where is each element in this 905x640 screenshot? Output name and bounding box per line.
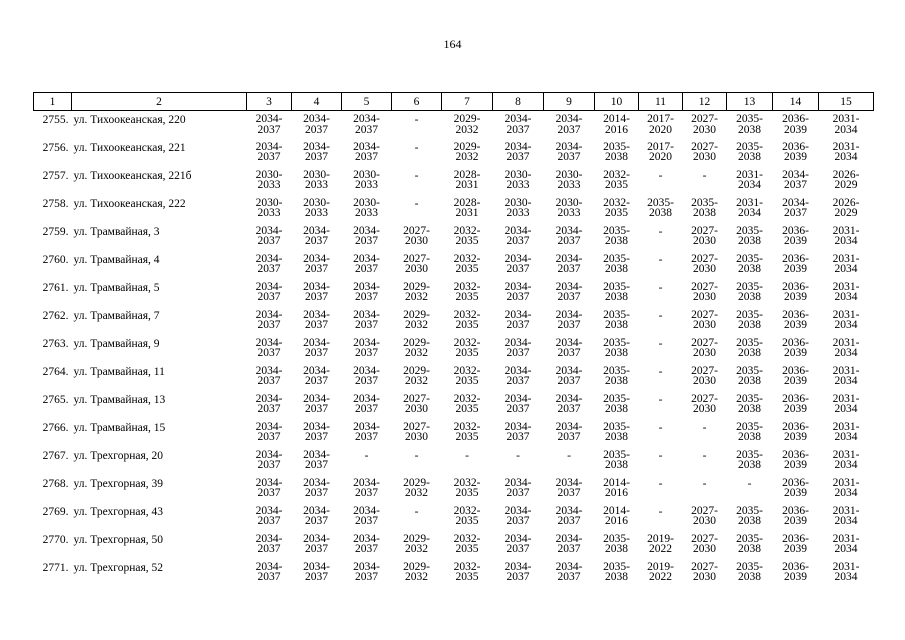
- table-row: [34, 335, 874, 363]
- period-cell: 2031- 2034: [736, 196, 763, 219]
- period-cell: 2034- 2037: [555, 224, 583, 247]
- period-cell: 2014- 2016: [603, 476, 630, 499]
- header-cell-1: 1: [34, 93, 72, 111]
- period-cell: 2034- 2037: [255, 476, 283, 499]
- period-cell: 2034- 2037: [255, 140, 283, 163]
- period-cell: 2034- 2037: [303, 308, 330, 331]
- period-cell: 2027- 2030: [691, 252, 718, 275]
- period-cell: 2035- 2038: [603, 448, 630, 471]
- period-cell: 2031- 2034: [832, 336, 860, 359]
- period-cell: 2034- 2037: [303, 113, 330, 136]
- row-address: ул. Трехгорная, 20: [73, 449, 164, 462]
- table-row: [34, 223, 874, 251]
- table-row: [34, 363, 874, 391]
- row-number: 2755.: [42, 114, 69, 126]
- period-cell: 2031- 2034: [832, 448, 860, 471]
- period-cell: 2032- 2035: [453, 280, 481, 303]
- period-cell: 2034- 2037: [303, 280, 330, 303]
- period-cell: 2034- 2037: [555, 560, 583, 583]
- row-address: ул. Трамвайная, 7: [73, 309, 160, 322]
- row-number: 2762.: [42, 309, 69, 322]
- period-cell: 2035- 2038: [603, 532, 630, 555]
- period-cell: -: [414, 505, 419, 518]
- header-cell-2: 2: [72, 93, 247, 111]
- table-row: [34, 307, 874, 335]
- period-cell: 2034- 2037: [555, 364, 583, 387]
- period-cell: -: [516, 449, 520, 462]
- period-cell: 2029- 2032: [403, 308, 430, 331]
- period-cell: 2035- 2038: [603, 280, 630, 303]
- period-cell: 2036- 2039: [782, 476, 809, 499]
- period-cell: 2035- 2038: [603, 224, 630, 247]
- header-cell-7: 7: [442, 93, 493, 111]
- period-cell: 2034- 2037: [555, 392, 583, 415]
- period-cell: 2034- 2037: [555, 504, 583, 527]
- table-row: [34, 503, 874, 531]
- period-cell: 2034- 2037: [255, 224, 283, 247]
- header-row: [34, 93, 874, 111]
- period-cell: 2036- 2039: [782, 448, 809, 471]
- period-cell: -: [658, 421, 663, 434]
- period-cell: 2030- 2033: [353, 196, 380, 219]
- period-cell: 2032- 2035: [453, 476, 481, 499]
- period-cell: 2027- 2030: [691, 392, 718, 415]
- period-cell: 2035- 2038: [603, 336, 630, 359]
- period-cell: 2036- 2039: [782, 532, 809, 555]
- period-cell: 2027- 2030: [403, 392, 430, 415]
- row-address: ул. Трехгорная, 52: [73, 561, 164, 574]
- period-cell: 2032- 2035: [453, 420, 481, 443]
- period-cell: 2034- 2037: [353, 224, 380, 247]
- period-cell: 2034- 2037: [255, 336, 283, 359]
- period-cell: 2019- 2022: [647, 560, 674, 583]
- period-cell: 2034- 2037: [303, 448, 330, 471]
- period-cell: 2029- 2032: [403, 336, 430, 359]
- period-cell: 2034- 2037: [555, 420, 583, 443]
- period-cell: 2036- 2039: [782, 420, 809, 443]
- period-cell: -: [414, 141, 419, 154]
- period-cell: 2030- 2033: [353, 168, 380, 191]
- header-cell-9: 9: [544, 93, 595, 111]
- period-cell: 2028- 2031: [453, 168, 481, 191]
- period-cell: 2036- 2039: [782, 560, 809, 583]
- period-cell: 2029- 2032: [403, 476, 430, 499]
- period-cell: 2027- 2030: [691, 336, 718, 359]
- period-cell: 2031- 2034: [832, 420, 860, 443]
- period-cell: 2034- 2037: [303, 252, 330, 275]
- period-cell: 2032- 2035: [453, 392, 481, 415]
- table-row: [34, 279, 874, 307]
- period-cell: 2035- 2038: [736, 113, 763, 136]
- row-address: ул. Трамвайная, 9: [73, 337, 160, 350]
- period-cell: 2035- 2038: [603, 560, 630, 583]
- row-address: ул. Трамвайная, 4: [73, 253, 160, 266]
- page-number: 164: [443, 37, 462, 51]
- table-row: [34, 531, 874, 559]
- period-cell: 2034- 2037: [255, 308, 283, 331]
- period-cell: 2027- 2030: [403, 420, 430, 443]
- period-cell: 2034- 2037: [353, 476, 380, 499]
- period-cell: 2035- 2038: [736, 280, 763, 303]
- row-address: ул. Тихоокеанская, 222: [73, 197, 186, 210]
- period-cell: 2026- 2029: [832, 168, 860, 191]
- period-cell: 2027- 2030: [691, 532, 718, 555]
- period-cell: -: [414, 114, 419, 126]
- period-cell: 2034- 2037: [504, 113, 532, 136]
- period-cell: 2031- 2034: [832, 392, 860, 415]
- period-cell: 2035- 2038: [603, 392, 630, 415]
- period-cell: 2034- 2037: [555, 308, 583, 331]
- period-cell: 2027- 2030: [403, 252, 430, 275]
- period-cell: 2027- 2030: [691, 364, 718, 387]
- period-cell: 2031- 2034: [832, 476, 860, 499]
- period-cell: -: [658, 169, 663, 182]
- period-cell: 2030- 2033: [303, 196, 330, 219]
- row-number: 2757.: [42, 169, 69, 182]
- period-cell: 2034- 2037: [353, 420, 380, 443]
- row-number: 2767.: [42, 449, 69, 462]
- period-cell: 2034- 2037: [504, 504, 532, 527]
- period-cell: 2027- 2030: [691, 308, 718, 331]
- header-cell-8: 8: [493, 93, 544, 111]
- period-cell: 2028- 2031: [453, 196, 481, 219]
- table-row: [34, 447, 874, 475]
- period-cell: 2029- 2032: [453, 140, 481, 163]
- row-address: ул. Трамвайная, 3: [73, 225, 160, 238]
- table-row: [34, 391, 874, 419]
- table-row: [34, 139, 874, 167]
- period-cell: 2031- 2034: [832, 113, 860, 136]
- period-cell: -: [658, 449, 663, 462]
- period-cell: 2031- 2034: [832, 532, 860, 555]
- header-cell-14: 14: [773, 93, 819, 111]
- period-cell: 2035- 2038: [736, 532, 763, 555]
- table-row: [34, 195, 874, 223]
- period-cell: 2034- 2037: [353, 252, 380, 275]
- period-cell: 2034- 2037: [353, 504, 380, 527]
- period-cell: 2034- 2037: [255, 504, 283, 527]
- period-cell: 2029- 2032: [403, 280, 430, 303]
- header-cell-6: 6: [392, 93, 442, 111]
- period-cell: -: [658, 477, 663, 490]
- period-cell: 2034- 2037: [504, 308, 532, 331]
- period-cell: 2034- 2037: [303, 504, 330, 527]
- period-cell: 2036- 2039: [782, 224, 809, 247]
- period-cell: 2034- 2037: [504, 560, 532, 583]
- period-cell: 2031- 2034: [832, 140, 860, 163]
- period-cell: 2032- 2035: [453, 560, 481, 583]
- period-cell: 2034- 2037: [504, 364, 532, 387]
- period-cell: 2034- 2037: [353, 560, 380, 583]
- period-cell: 2035- 2038: [736, 420, 763, 443]
- period-cell: 2036- 2039: [782, 364, 809, 387]
- row-number: 2766.: [42, 421, 69, 434]
- period-cell: 2031- 2034: [736, 168, 763, 191]
- period-cell: -: [658, 505, 663, 518]
- period-cell: 2036- 2039: [782, 140, 809, 163]
- period-cell: 2035- 2038: [603, 252, 630, 275]
- period-cell: 2036- 2039: [782, 113, 809, 136]
- period-cell: 2017- 2020: [647, 140, 674, 163]
- row-address: ул. Трамвайная, 5: [73, 281, 160, 294]
- period-cell: -: [658, 365, 663, 378]
- period-cell: 2034- 2037: [255, 113, 283, 136]
- period-cell: -: [702, 449, 707, 462]
- period-cell: -: [364, 449, 369, 462]
- period-cell: 2035- 2038: [736, 336, 763, 359]
- period-cell: 2034- 2037: [255, 532, 283, 555]
- period-cell: -: [658, 281, 663, 294]
- row-number: 2760.: [42, 253, 69, 266]
- row-number: 2769.: [42, 505, 69, 518]
- period-cell: 2034- 2037: [504, 280, 532, 303]
- period-cell: 2027- 2030: [691, 280, 718, 303]
- period-cell: 2035- 2038: [603, 140, 630, 163]
- period-cell: 2036- 2039: [782, 280, 809, 303]
- period-cell: 2035- 2038: [603, 420, 630, 443]
- period-cell: 2031- 2034: [832, 280, 860, 303]
- period-cell: 2034- 2037: [303, 560, 330, 583]
- period-cell: 2035- 2038: [603, 364, 630, 387]
- row-address: ул. Трехгорная, 43: [73, 505, 164, 518]
- period-cell: 2027- 2030: [403, 224, 430, 247]
- period-cell: 2027- 2030: [691, 504, 718, 527]
- period-cell: 2034- 2037: [782, 196, 809, 219]
- schedule-table: [33, 92, 874, 587]
- period-cell: 2036- 2039: [782, 252, 809, 275]
- period-cell: 2032- 2035: [453, 336, 481, 359]
- period-cell: 2030- 2033: [555, 196, 583, 219]
- period-cell: 2035- 2038: [736, 252, 763, 275]
- period-cell: 2034- 2037: [504, 476, 532, 499]
- period-cell: 2034- 2037: [303, 224, 330, 247]
- period-cell: 2034- 2037: [255, 364, 283, 387]
- period-cell: 2019- 2022: [647, 532, 674, 555]
- period-cell: 2035- 2038: [603, 308, 630, 331]
- period-cell: 2035- 2038: [736, 392, 763, 415]
- row-address: ул. Тихоокеанская, 220: [73, 114, 186, 126]
- period-cell: 2027- 2030: [691, 560, 718, 583]
- period-cell: 2034- 2037: [303, 364, 330, 387]
- period-cell: 2031- 2034: [832, 252, 860, 275]
- period-cell: 2031- 2034: [832, 560, 860, 583]
- table-header: [34, 93, 874, 111]
- header-cell-4: 4: [292, 93, 342, 111]
- period-cell: -: [414, 197, 419, 210]
- period-cell: 2034- 2037: [555, 252, 583, 275]
- header-cell-15: 15: [819, 93, 874, 111]
- period-cell: 2034- 2037: [255, 560, 283, 583]
- period-cell: 2027- 2030: [691, 113, 718, 136]
- period-cell: 2034- 2037: [255, 420, 283, 443]
- period-cell: 2034- 2037: [353, 532, 380, 555]
- period-cell: 2034- 2037: [303, 336, 330, 359]
- period-cell: 2034- 2037: [303, 420, 330, 443]
- period-cell: -: [658, 393, 663, 406]
- period-cell: 2034- 2037: [353, 140, 380, 163]
- row-address: ул. Трехгорная, 50: [73, 533, 164, 546]
- period-cell: 2027- 2030: [691, 224, 718, 247]
- period-cell: 2036- 2039: [782, 336, 809, 359]
- header-cell-3: 3: [247, 93, 292, 111]
- period-cell: 2034- 2037: [255, 392, 283, 415]
- period-cell: 2035- 2038: [736, 140, 763, 163]
- period-cell: 2014- 2016: [603, 113, 630, 136]
- period-cell: 2034- 2037: [504, 392, 532, 415]
- period-cell: 2031- 2034: [832, 224, 860, 247]
- period-cell: 2035- 2038: [647, 196, 674, 219]
- period-cell: 2031- 2034: [832, 504, 860, 527]
- period-cell: 2032- 2035: [453, 364, 481, 387]
- period-cell: 2030- 2033: [504, 196, 532, 219]
- period-cell: 2030- 2033: [504, 168, 532, 191]
- period-cell: 2034- 2037: [353, 392, 380, 415]
- row-number: 2756.: [42, 141, 69, 154]
- period-cell: 2035- 2038: [736, 504, 763, 527]
- row-number: 2759.: [42, 225, 69, 238]
- period-cell: 2034- 2037: [782, 168, 809, 191]
- period-cell: 2034- 2037: [353, 113, 380, 136]
- period-cell: 2027- 2030: [691, 140, 718, 163]
- table-row: [34, 419, 874, 447]
- period-cell: 2034- 2037: [555, 476, 583, 499]
- period-cell: 2029- 2032: [453, 113, 481, 136]
- row-address: ул. Трамвайная, 11: [73, 365, 165, 378]
- period-cell: 2035- 2038: [691, 196, 718, 219]
- period-cell: -: [414, 449, 419, 462]
- period-cell: -: [658, 253, 663, 266]
- period-cell: 2029- 2032: [403, 532, 430, 555]
- period-cell: 2034- 2037: [555, 140, 583, 163]
- period-cell: -: [702, 477, 707, 490]
- period-cell: -: [414, 169, 419, 182]
- header-cell-13: 13: [727, 93, 773, 111]
- period-cell: 2034- 2037: [504, 336, 532, 359]
- row-number: 2768.: [42, 477, 69, 490]
- row-number: 2770.: [42, 533, 69, 546]
- table-row: [34, 559, 874, 587]
- table-row: [34, 251, 874, 279]
- period-cell: 2034- 2037: [353, 280, 380, 303]
- header-cell-12: 12: [683, 93, 727, 111]
- row-address: ул. Трехгорная, 39: [73, 477, 164, 490]
- period-cell: 2029- 2032: [403, 560, 430, 583]
- period-cell: 2032- 2035: [453, 308, 481, 331]
- period-cell: -: [658, 309, 663, 322]
- period-cell: 2035- 2038: [736, 224, 763, 247]
- period-cell: 2034- 2037: [255, 252, 283, 275]
- row-address: ул. Тихоокеанская, 221б: [73, 169, 192, 182]
- period-cell: 2034- 2037: [353, 364, 380, 387]
- period-cell: 2032- 2035: [603, 168, 630, 191]
- row-number: 2763.: [42, 337, 69, 350]
- period-cell: 2030- 2033: [303, 168, 330, 191]
- period-cell: 2034- 2037: [353, 336, 380, 359]
- period-cell: 2035- 2038: [736, 364, 763, 387]
- header-cell-5: 5: [342, 93, 392, 111]
- row-number: 2771.: [42, 561, 69, 574]
- period-cell: 2031- 2034: [832, 308, 860, 331]
- period-cell: 2014- 2016: [603, 504, 630, 527]
- table-body: [34, 111, 874, 587]
- period-cell: 2032- 2035: [453, 224, 481, 247]
- period-cell: 2034- 2037: [303, 140, 330, 163]
- table-row: [34, 111, 874, 139]
- period-cell: 2036- 2039: [782, 504, 809, 527]
- period-cell: 2029- 2032: [403, 364, 430, 387]
- period-cell: 2026- 2029: [832, 196, 860, 219]
- period-cell: 2032- 2035: [453, 532, 481, 555]
- period-cell: 2034- 2037: [504, 532, 532, 555]
- period-cell: 2032- 2035: [453, 252, 481, 275]
- period-cell: 2034- 2037: [504, 252, 532, 275]
- period-cell: -: [658, 337, 663, 350]
- period-cell: 2034- 2037: [504, 140, 532, 163]
- row-number: 2758.: [42, 197, 69, 210]
- period-cell: -: [567, 449, 571, 462]
- period-cell: 2032- 2035: [603, 196, 630, 219]
- period-cell: 2036- 2039: [782, 392, 809, 415]
- period-cell: 2036- 2039: [782, 308, 809, 331]
- period-cell: 2034- 2037: [255, 280, 283, 303]
- period-cell: -: [747, 477, 752, 490]
- row-address: ул. Тихоокеанская, 221: [73, 141, 186, 154]
- period-cell: -: [702, 421, 707, 434]
- period-cell: -: [465, 449, 469, 462]
- period-cell: 2034- 2037: [303, 476, 330, 499]
- period-cell: -: [702, 169, 707, 182]
- row-number: 2764.: [42, 365, 69, 378]
- row-address: ул. Трамвайная, 13: [73, 393, 166, 406]
- period-cell: 2032- 2035: [453, 504, 481, 527]
- period-cell: 2034- 2037: [555, 113, 583, 136]
- period-cell: 2034- 2037: [555, 280, 583, 303]
- period-cell: 2030- 2033: [255, 168, 283, 191]
- period-cell: 2035- 2038: [736, 308, 763, 331]
- header-cell-10: 10: [595, 93, 639, 111]
- period-cell: 2034- 2037: [504, 224, 532, 247]
- period-cell: 2034- 2037: [504, 420, 532, 443]
- period-cell: 2017- 2020: [647, 113, 674, 136]
- table-row: [34, 167, 874, 195]
- row-number: 2765.: [42, 393, 69, 406]
- table-row: [34, 475, 874, 503]
- period-cell: 2034- 2037: [303, 532, 330, 555]
- period-cell: 2034- 2037: [555, 532, 583, 555]
- row-address: ул. Трамвайная, 15: [73, 421, 166, 434]
- period-cell: 2031- 2034: [832, 364, 860, 387]
- period-cell: 2034- 2037: [255, 448, 283, 471]
- period-cell: -: [658, 225, 663, 238]
- period-cell: 2035- 2038: [736, 560, 763, 583]
- row-number: 2761.: [42, 281, 69, 294]
- period-cell: 2034- 2037: [555, 336, 583, 359]
- period-cell: 2030- 2033: [255, 196, 283, 219]
- period-cell: 2034- 2037: [353, 308, 380, 331]
- period-cell: 2030- 2033: [555, 168, 583, 191]
- period-cell: 2034- 2037: [303, 392, 330, 415]
- period-cell: 2035- 2038: [736, 448, 763, 471]
- header-cell-11: 11: [639, 93, 683, 111]
